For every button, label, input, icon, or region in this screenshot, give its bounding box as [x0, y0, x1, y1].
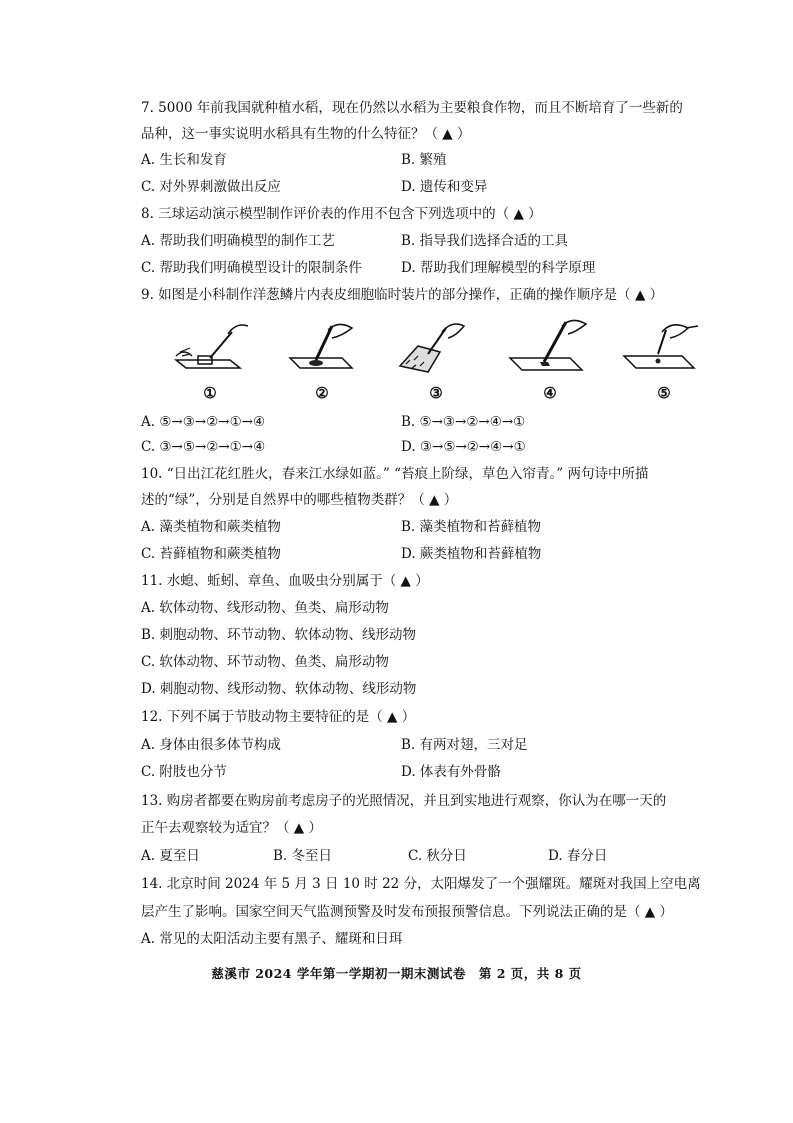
- figure-label-3: ③: [429, 384, 443, 402]
- figure-step-3: [396, 316, 476, 376]
- q10-option-c: C. 苔藓植物和蕨类植物: [141, 546, 281, 562]
- q8-option-a: A. 帮助我们明确模型的制作工艺: [141, 233, 335, 249]
- q12-stem-line1: 12. 下列不属于节肢动物主要特征的是（ ▲ ）: [141, 709, 416, 725]
- q10-option-d: D. 蕨类植物和苔藓植物: [401, 546, 542, 562]
- q13-stem-line2: 正午去观察较为适宜？（ ▲ ）: [141, 820, 322, 836]
- q7-stem-line1: 7. 5000 年前我国就种植水稻，现在仍然以水稻为主要粮食作物，而且不断培育了一些新的: [141, 100, 683, 116]
- q12-option-b: B. 有两对翅，三对足: [401, 737, 528, 753]
- q12-option-d: D. 体表有外骨骼: [401, 764, 501, 780]
- page-footer: 慈溪市 2024 学年第一学期初一期末测试卷 第 2 页，共 8 页: [211, 966, 582, 981]
- q7-option-c: C. 对外界刺激做出反应: [141, 179, 281, 195]
- q8-stem-line1: 8. 三球运动演示模型制作评价表的作用不包含下列选项中的（ ▲ ）: [141, 206, 542, 222]
- q11-option-a: A. 软体动物、线形动物、鱼类、扁形动物: [141, 600, 389, 616]
- figure-label-4: ④: [543, 384, 557, 402]
- figure-label-2: ②: [315, 384, 329, 402]
- q7-option-a: A. 生长和发育: [141, 152, 227, 168]
- q14-stem-line2: 层产生了影响。国家空间天气监测预警及时发布预报预警信息。下列说法正确的是（ ▲ ）: [141, 904, 673, 920]
- q14-option-a: A. 常见的太阳活动主要有黑子、耀斑和日珥: [141, 931, 403, 947]
- q11-stem-line1: 11. 水螅、蚯蚓、章鱼、血吸虫分别属于（ ▲ ）: [141, 573, 429, 589]
- q14-stem-line1: 14. 北京时间 2024 年 5 月 3 日 10 时 22 分，太阳爆发了一个强耀斑。耀斑对我国上空电离: [141, 876, 701, 892]
- q12-option-a: A. 身体由很多体节构成: [141, 737, 281, 753]
- q11-option-d: D. 刺胞动物、线形动物、软体动物、线形动物: [141, 681, 417, 697]
- q10-option-b: B. 藻类植物和苔藓植物: [401, 519, 542, 535]
- q7-stem-line2: 品种，这一事实说明水稻具有生物的什么特征？（ ▲ ）: [141, 126, 471, 142]
- figure-label-1: ①: [203, 384, 217, 402]
- q8-option-b: B. 指导我们选择合适的工具: [401, 233, 569, 249]
- q10-stem-line2: 述的“绿”，分别是自然界中的哪些植物类群？（ ▲ ）: [141, 492, 458, 508]
- q9-option-c: C. ③→⑤→②→①→④: [141, 439, 266, 455]
- q12-option-c: C. 附肢也分节: [141, 764, 227, 780]
- figure-step-4: [510, 316, 590, 376]
- q10-option-a: A. 藻类植物和蕨类植物: [141, 519, 281, 535]
- slide-preparation-figure: [170, 316, 680, 406]
- q13-option-a: A. 夏至日: [141, 848, 200, 864]
- q7-option-d: D. 遗传和变异: [401, 179, 488, 195]
- q9-option-a: A. ⑤→③→②→①→④: [141, 414, 266, 430]
- q13-stem-line1: 13. 购房者都要在购房前考虑房子的光照情况，并且到实地进行观察，你认为在哪一天的: [141, 793, 667, 809]
- q13-option-c: C. 秋分日: [408, 848, 467, 864]
- q13-option-d: D. 春分日: [548, 848, 608, 864]
- figure-step-2: [282, 316, 362, 376]
- q9-option-b: B. ⑤→③→②→④→①: [401, 414, 526, 430]
- q9-stem-line1: 9. 如图是小科制作洋葱鳞片内表皮细胞临时装片的部分操作，正确的操作顺序是（ ▲ ）: [141, 287, 664, 303]
- q8-option-c: C. 帮助我们明确模型设计的限制条件: [141, 260, 362, 276]
- q8-option-d: D. 帮助我们理解模型的科学原理: [401, 260, 596, 276]
- q11-option-c: C. 软体动物、环节动物、鱼类、扁形动物: [141, 654, 389, 670]
- q11-option-b: B. 刺胞动物、环节动物、软体动物、线形动物: [141, 627, 417, 643]
- figure-label-5: ⑤: [657, 384, 671, 402]
- q10-stem-line1: 10. “日出江花红胜火，春来江水绿如蓝。” “苔痕上阶绿，草色入帘青。” 两句诗中所描: [141, 466, 649, 482]
- q9-option-d: D. ③→⑤→②→④→①: [401, 439, 526, 455]
- q7-option-b: B. 繁殖: [401, 152, 447, 168]
- figure-step-1: [170, 316, 250, 376]
- q13-option-b: B. 冬至日: [273, 848, 333, 864]
- figure-step-5: [624, 316, 704, 376]
